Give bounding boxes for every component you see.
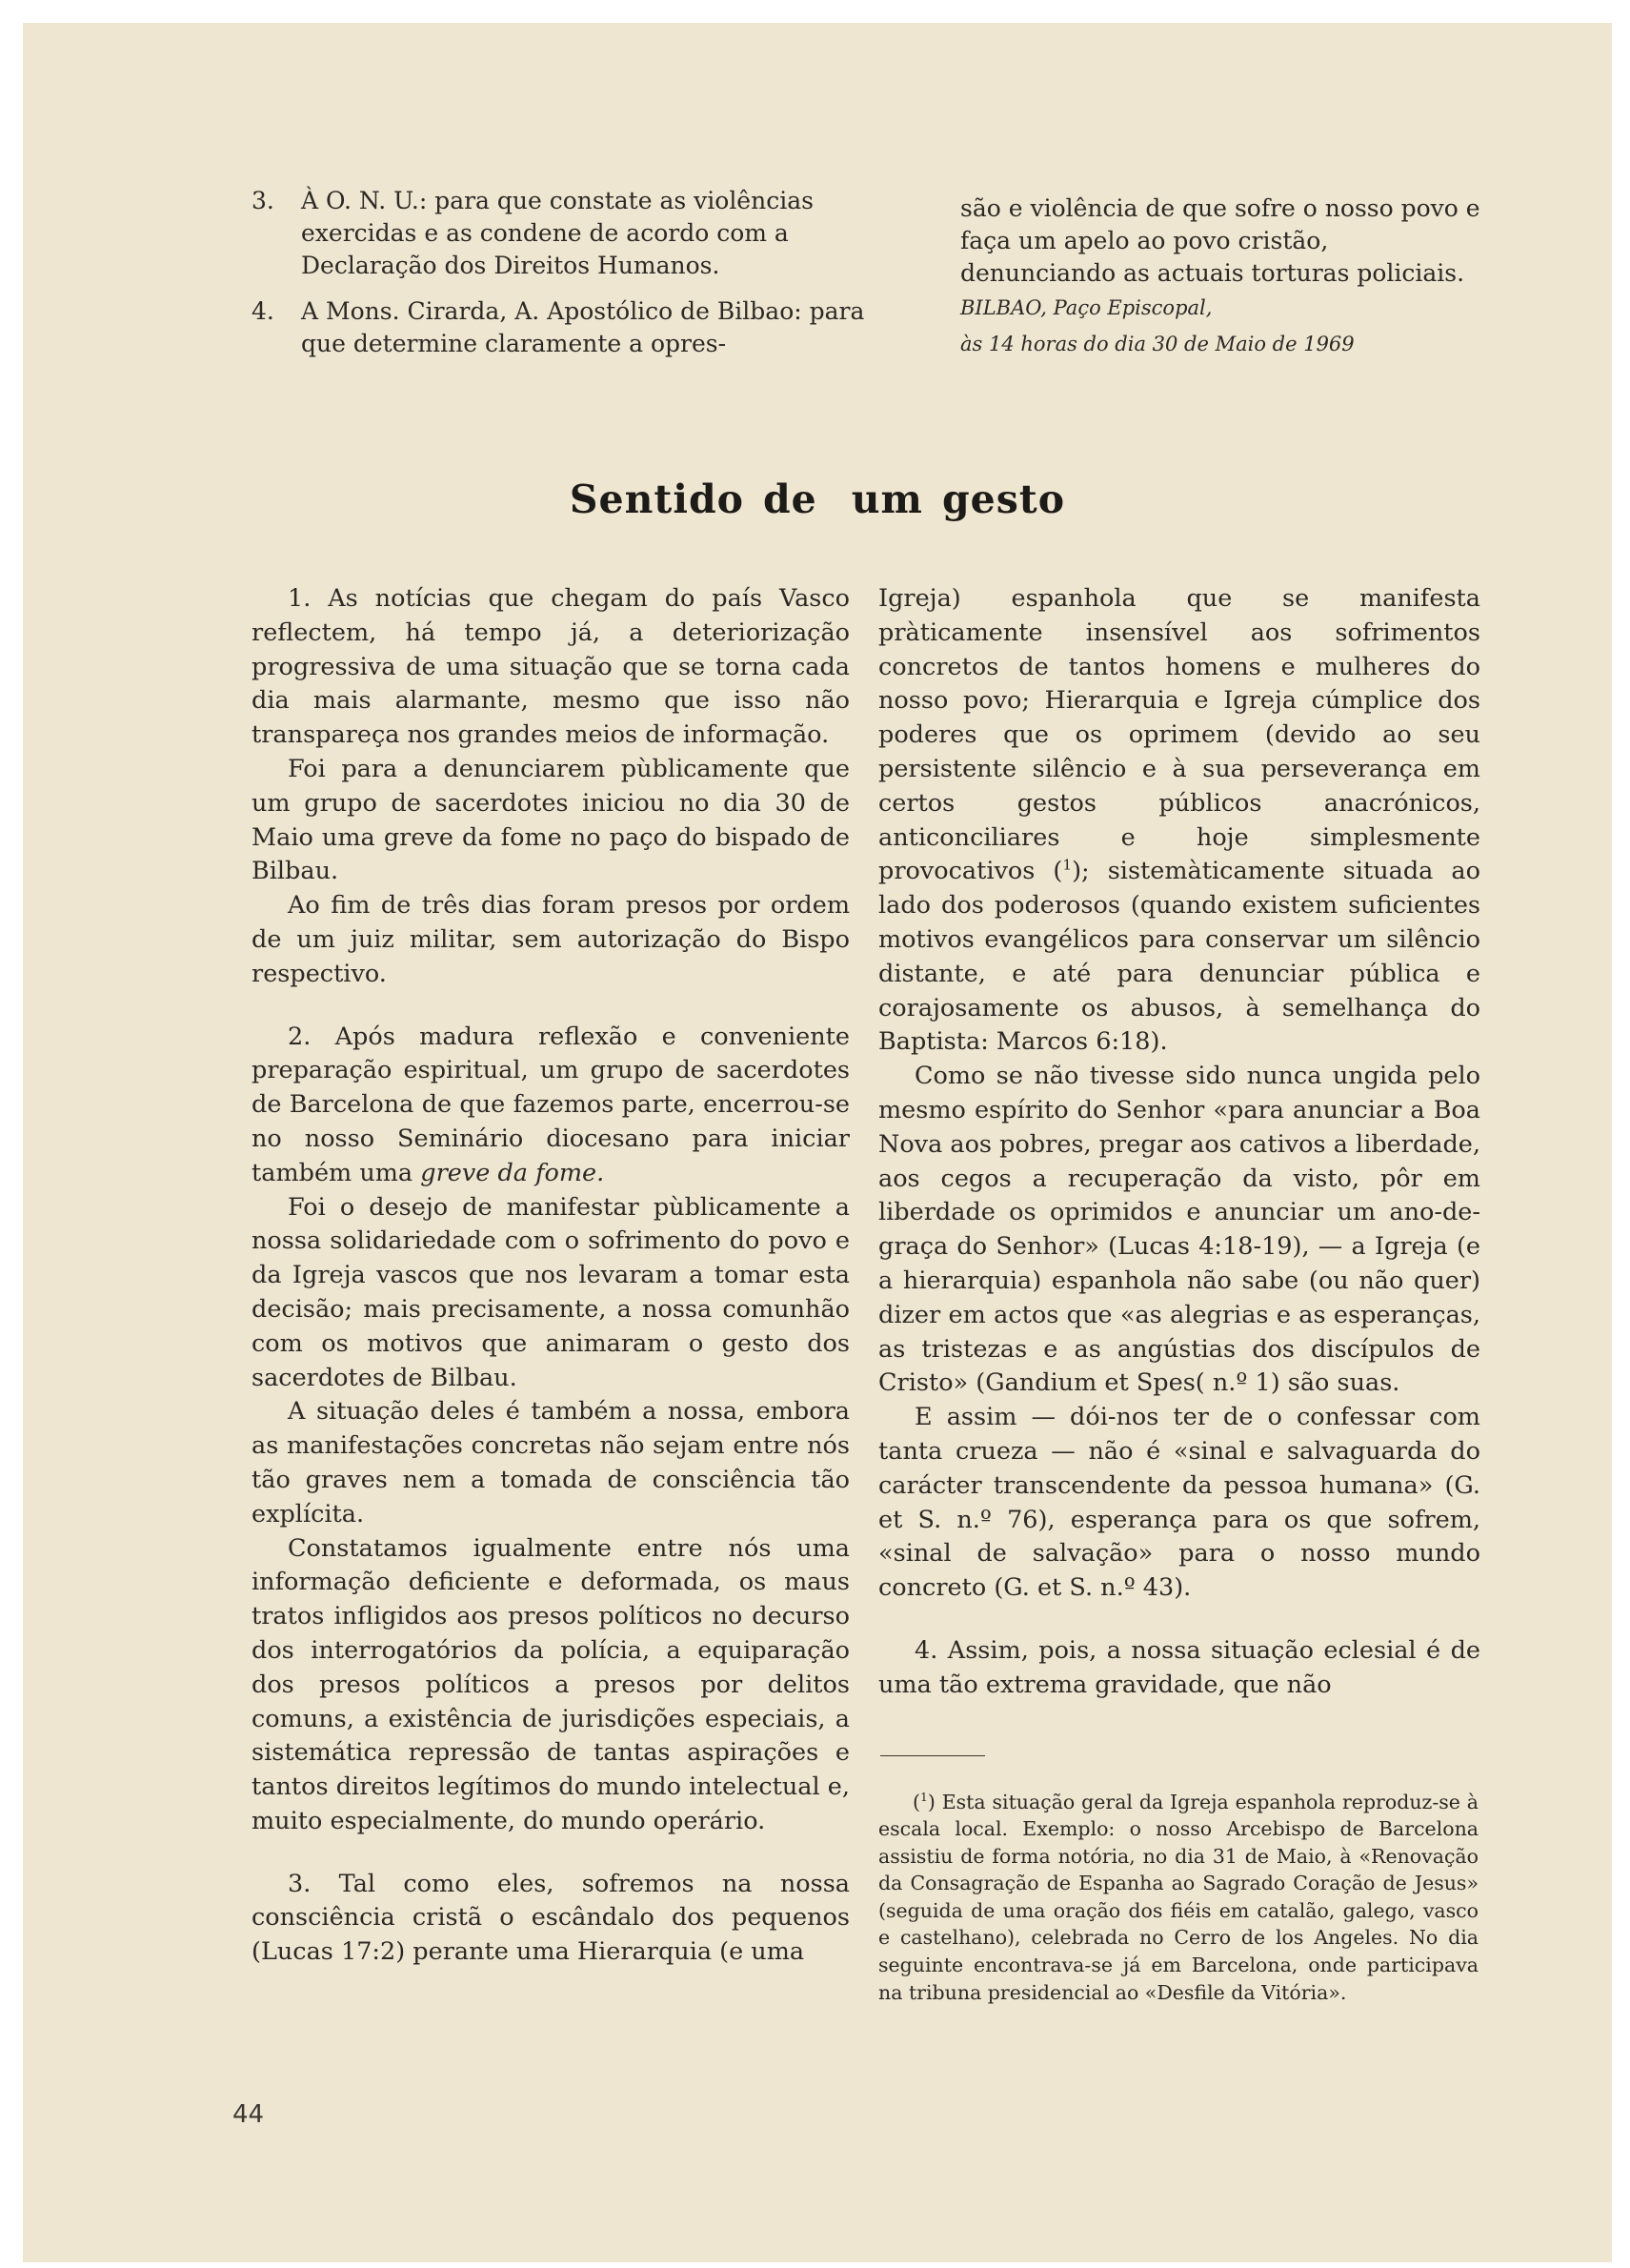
paragraph: A situação deles é também a nossa, embora as manifestações concretas não sejam entre nós tão graves nem a tomada de consciência tão explícita. [252, 1397, 850, 1529]
paragraph: Constatamos igualmente entre nós uma informação deficiente e deformada, os maus tratos infligidos aos presos políticos no decurso dos interrogatórios da polícia, a equiparação dos presos políticos a presos por delitos comuns, a existência de jurisdições especiais, a sistemática repressão de tantas aspirações e tantos direitos legítimos do mundo intelectual e, muito especialmente, do mundo operário. [252, 1533, 850, 1835]
paragraph: 2. Após madura reflexão e conveniente preparação espiritual, um grupo de sacerdotes de Barcelona de que fazemos parte, encerrou-se no nosso Seminário diocesano para iniciar também uma greve da fome. [252, 1022, 850, 1187]
paragraph: Ao fim de três dias foram presos por ordem de um juiz militar, sem autorização do Bispo respectivo. [252, 891, 850, 988]
list-item: 4. A Mons. Cirarda, A. Apostólico de Bilbao: para que determine claramente a opres- [252, 297, 865, 357]
paragraph: 1. As notícias que chegam do país Vasco reflectem, há tempo já, a deteriorização progressiva de uma situação que se torna cada dia mais alarmante, mesmo que isso não transpareça nos grandes meios de informação. [252, 584, 850, 750]
top-right-block [960, 192, 1482, 362]
paragraph: 4. Assim, pois, a nossa situação eclesial é de uma tão extrema gravidade, que não [878, 1635, 1480, 1699]
list-item: 3. À O. N. U.: para que constate as violências exercidas e as condene de acordo com a Declaração dos Direitos Humanos. [252, 187, 814, 279]
footnote: ($^1$) Esta situação geral da Igreja espanhola reproduz-se à escala local. Exemplo: o nosso Arcebispo de Barcelona assistiu de forma notória, no dia 31 de Maio, à «Renovação da Consagração de Espanha ao Sagrado Coração de Jesus» (seguida de uma oração dos fiéis em catalão, galego, vasco e castelhano), celebrada no Cerro de los Angeles. No dia seguinte encontrava-se já em Barcelona, onde participava na tribuna presidencial ao «Desfile da Vitória». [878, 1790, 1479, 2004]
paragraph: 3. Tal como eles, sofremos na nossa consciência cristã o escândalo dos pequenos (Lucas 17:2) perante uma Hierarquia (e uma [252, 1869, 850, 1967]
top-left-block [252, 185, 871, 360]
footnote-ref: 1 [1062, 856, 1073, 874]
signature-date: às 14 horas do dia 30 de Maio de 1969 [960, 333, 1355, 355]
paragraph: Como se não tivesse sido nunca ungida pelo mesmo espírito do Senhor «para anunciar a Boa Nova aos pobres, pregar aos cativos a liberdade, aos cegos a recuperação da visto, pôr em liberdade os oprimidos e anunciar um ano-de-graça do Senhor» (Lucas 4:18-19), — a Igreja (e a hierarquia) espanhola não sabe (ou não quer) dizer em actos que «as alegrias e as esperanças, as tristezas e as angústias dos discípulos de Cristo» (Gandium et Spes( n.º 1) são suas. [878, 1062, 1480, 1398]
paragraph: E assim — dói-nos ter de o confessar com tanta crueza — não é «sinal e salvaguarda do carácter transcendente da pessoa humana» (G. et S. n.º 76), esperança para os que sofrem, «sinal de salvação» para o nosso mundo concreto (G. et S. n.º 43). [878, 1403, 1480, 1603]
paragraph: Foi para a denunciarem pùblicamente que um grupo de sacerdotes iniciou no dia 30 de Maio uma greve da fome no paço do bispado de Bilbau. [252, 754, 850, 886]
page-number: 44 [232, 2100, 265, 2129]
paragraph: Igreja) espanhola que se manifesta pràticamente insensível aos sofrimentos concretos de tantos homens e mulheres do nosso povo; Hierarquia e Igreja cúmplice dos poderes que os oprimem (devido ao seu persistente silêncio e à sua perseverança em certos gestos públicos anacrónicos, anticonciliares e hoje simplesmente provocativos ($^1$); sistemàticamente situada ao lado dos poderosos (quando existem suficientes motivos evangélicos para conservar um silêncio distante, e até para denunciar pública e corajosamente os abusos, à semelhança do Baptista: Marcos 6:18). [878, 584, 1480, 1057]
article-title: Sentido de um gesto [569, 476, 1066, 522]
signature-place: BILBAO, Paço Episcopal, [960, 296, 1213, 319]
paragraph: Foi o desejo de manifestar pùblicamente a nossa solidariedade com o sofrimento do povo e da Igreja vascos que nos levaram a tomar esta decisão; mais precisamente, a nossa comunhão com os motivos que animaram o gesto dos sacerdotes de Bilbau. [252, 1192, 850, 1392]
paragraph: são e violência de que sofre o nosso povo e faça um apelo ao povo cristão, denunciando as actuais torturas policiais. [960, 194, 1480, 287]
left-column [252, 582, 850, 1970]
footnote-divider [880, 1755, 985, 1756]
document-page [23, 23, 1612, 2262]
right-column [878, 582, 1480, 1703]
